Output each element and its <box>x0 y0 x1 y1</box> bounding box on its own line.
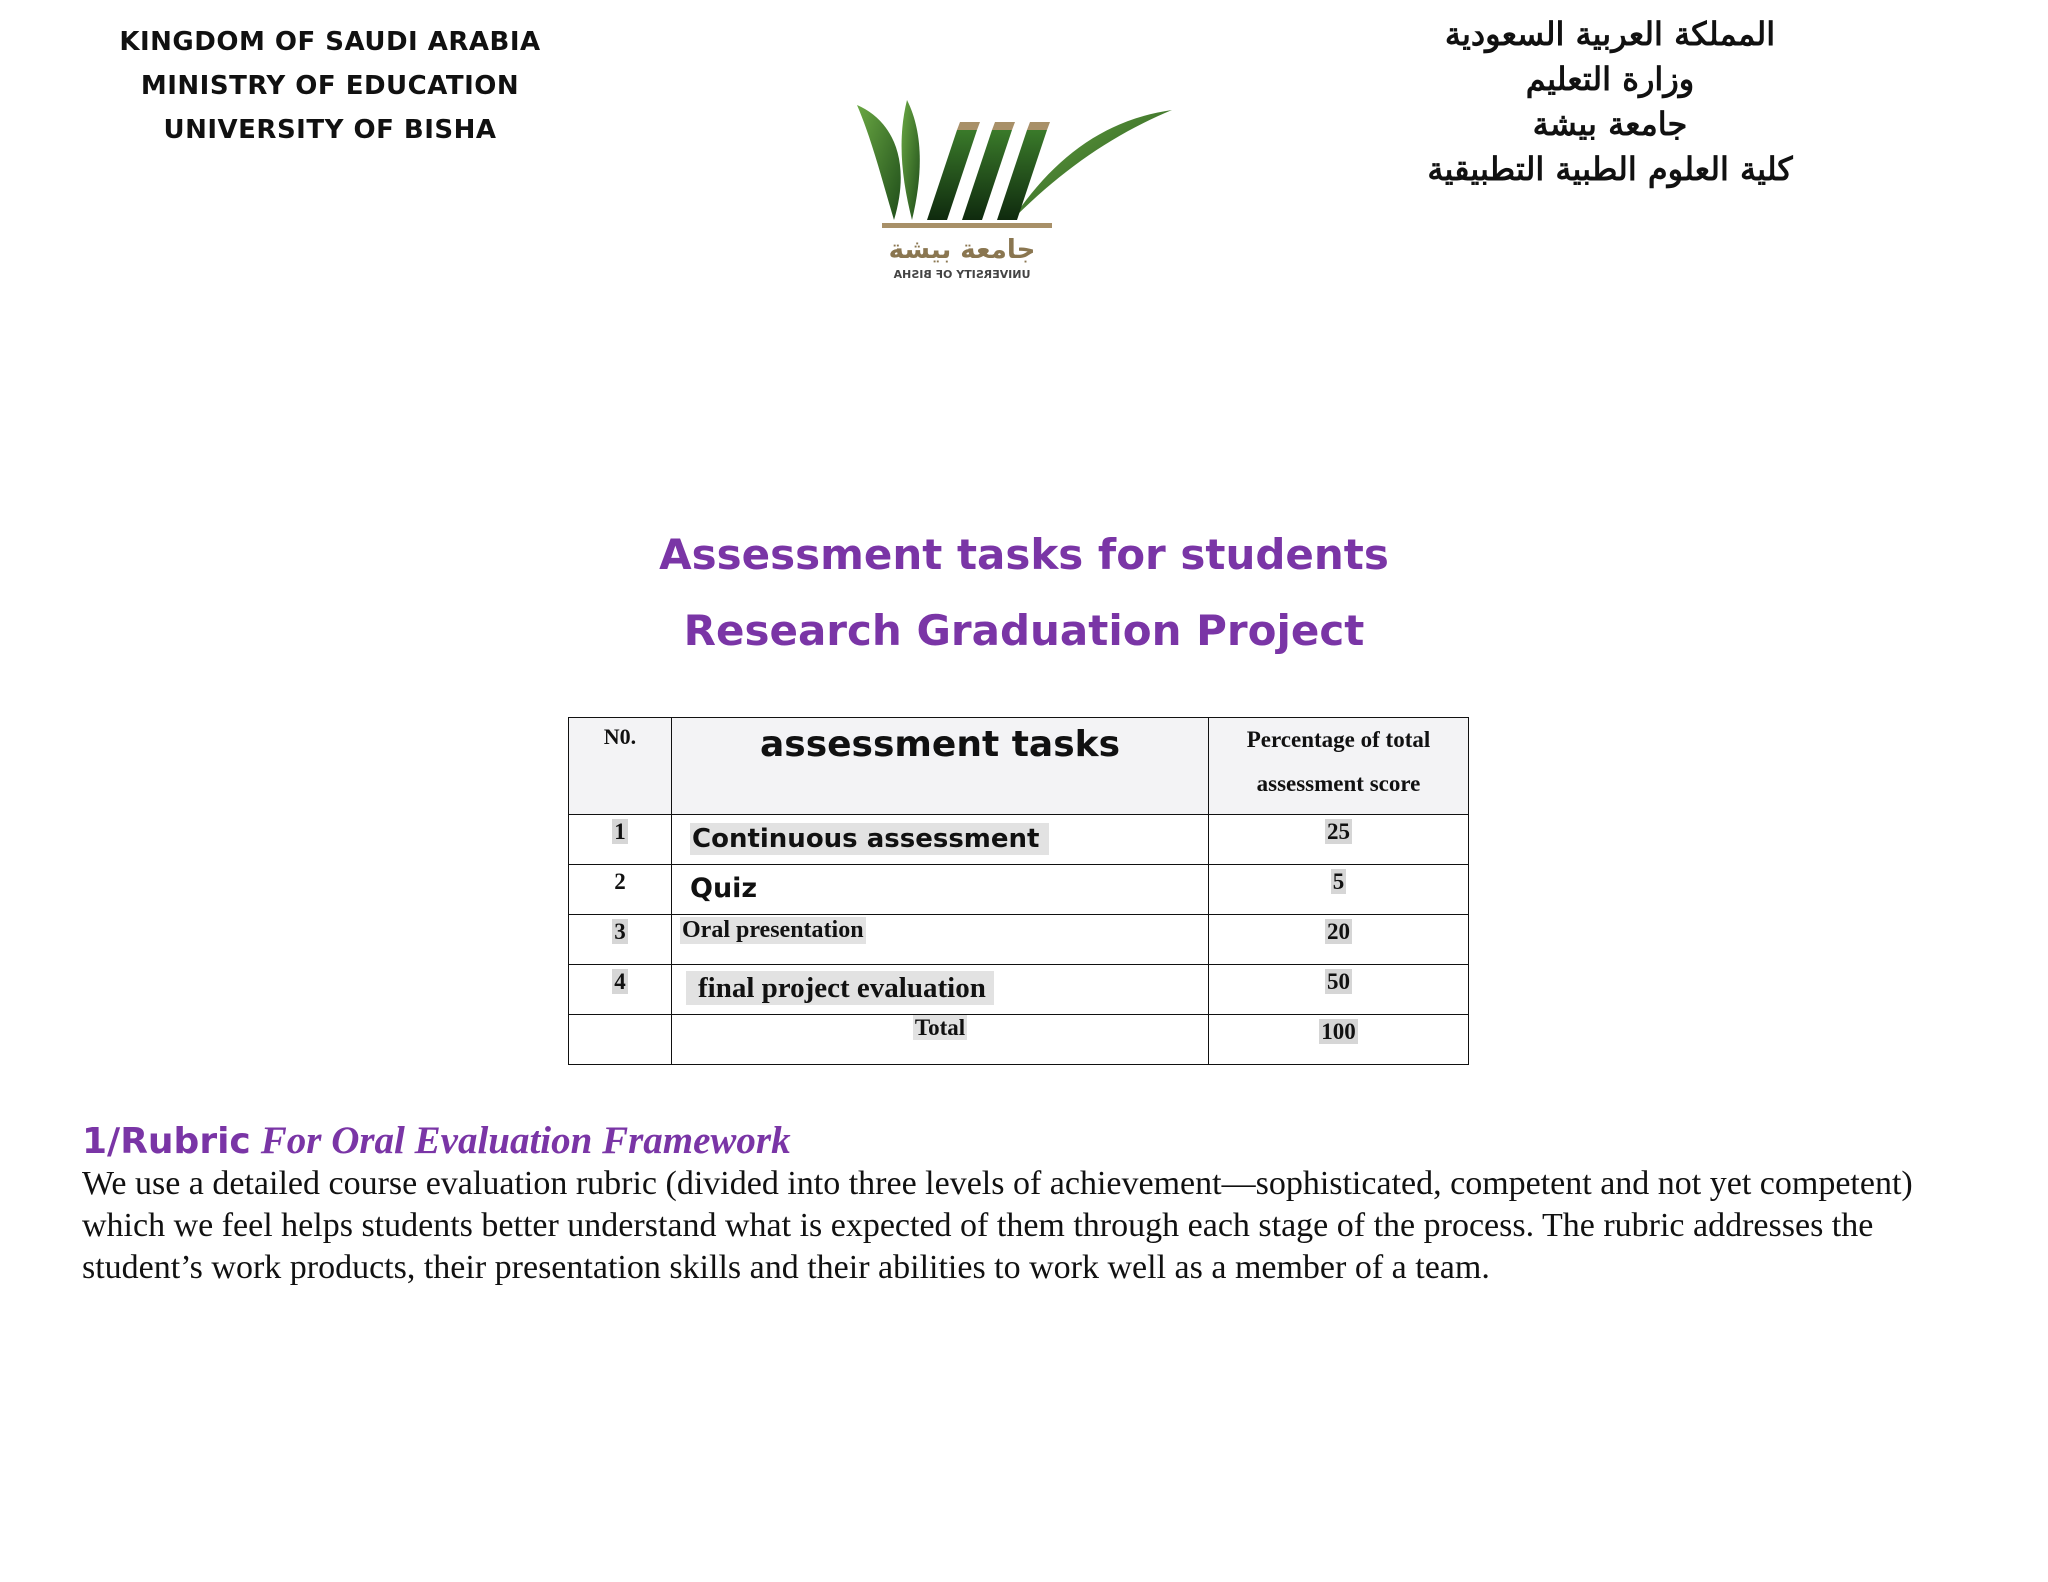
table-total-row <box>569 1015 1469 1065</box>
logo-english-text: UNIVERSITY OF BISHA <box>893 268 1031 281</box>
row-pct: 50 <box>1327 969 1350 994</box>
rubric-title: For Oral Evaluation Framework <box>260 1119 791 1162</box>
header-en-line-2: MINISTRY OF EDUCATION <box>140 71 520 101</box>
header-arabic <box>1420 12 1800 192</box>
header-task: assessment tasks <box>672 718 1209 815</box>
row-pct: 25 <box>1327 819 1350 844</box>
logo-arabic-text: جامعة بيشة <box>888 235 1036 265</box>
university-logo <box>852 100 1182 290</box>
header-pct-line-1: Percentage of total <box>1246 727 1431 752</box>
row-no: 4 <box>614 969 626 994</box>
row-pct: 20 <box>1327 919 1350 944</box>
rubric-paragraph: We use a detailed course evaluation rubric (divided into three levels of achievement—sophisticated, competent and not yet competent) which we feel helps students better understand what is expected of them through each stage of the process. The rubric addresses the student’s work products, their presentation skills and their abilities to work well as a member of a team. <box>82 1165 1913 1286</box>
row-no: 3 <box>614 919 626 944</box>
page-subtitle: Research Graduation Project <box>683 606 1365 655</box>
header-ar-line-4: كلية العلوم الطبية التطبيقية <box>1427 150 1793 188</box>
row-task: final project evaluation <box>686 971 994 1005</box>
header-ar-line-2: وزارة التعليم <box>1525 60 1695 98</box>
header-pct-line-2: assessment score <box>1256 771 1421 796</box>
header-ar-line-3: جامعة بيشة <box>1532 105 1688 143</box>
header-percentage <box>1209 718 1469 815</box>
header-no: N0. <box>569 718 672 815</box>
table-row <box>569 965 1469 1015</box>
row-task: Quiz <box>690 873 758 904</box>
header-en-line-3: UNIVERSITY OF BISHA <box>163 115 497 145</box>
page-title: Assessment tasks for students <box>659 530 1389 579</box>
total-pct: 100 <box>1321 1019 1356 1044</box>
table-header-row <box>569 718 1469 815</box>
header-en-line-1: KINGDOM OF SAUDI ARABIA <box>119 27 541 57</box>
rubric-heading <box>82 1118 791 1163</box>
row-task: Oral presentation <box>682 917 864 943</box>
table-row <box>569 865 1469 915</box>
rubric-number: 1/Rubric <box>82 1121 251 1162</box>
total-label: Total <box>914 1015 966 1040</box>
table-row <box>569 815 1469 865</box>
assessment-table <box>568 717 1469 1065</box>
row-pct: 5 <box>1332 869 1345 894</box>
header-english <box>80 20 580 152</box>
row-no: 2 <box>614 869 626 894</box>
row-task: Continuous assessment <box>690 823 1049 855</box>
header-ar-line-1: المملكة العربية السعودية <box>1444 15 1776 53</box>
university-logo-icon <box>852 100 1182 290</box>
table-row <box>569 915 1469 965</box>
row-no: 1 <box>614 819 626 844</box>
